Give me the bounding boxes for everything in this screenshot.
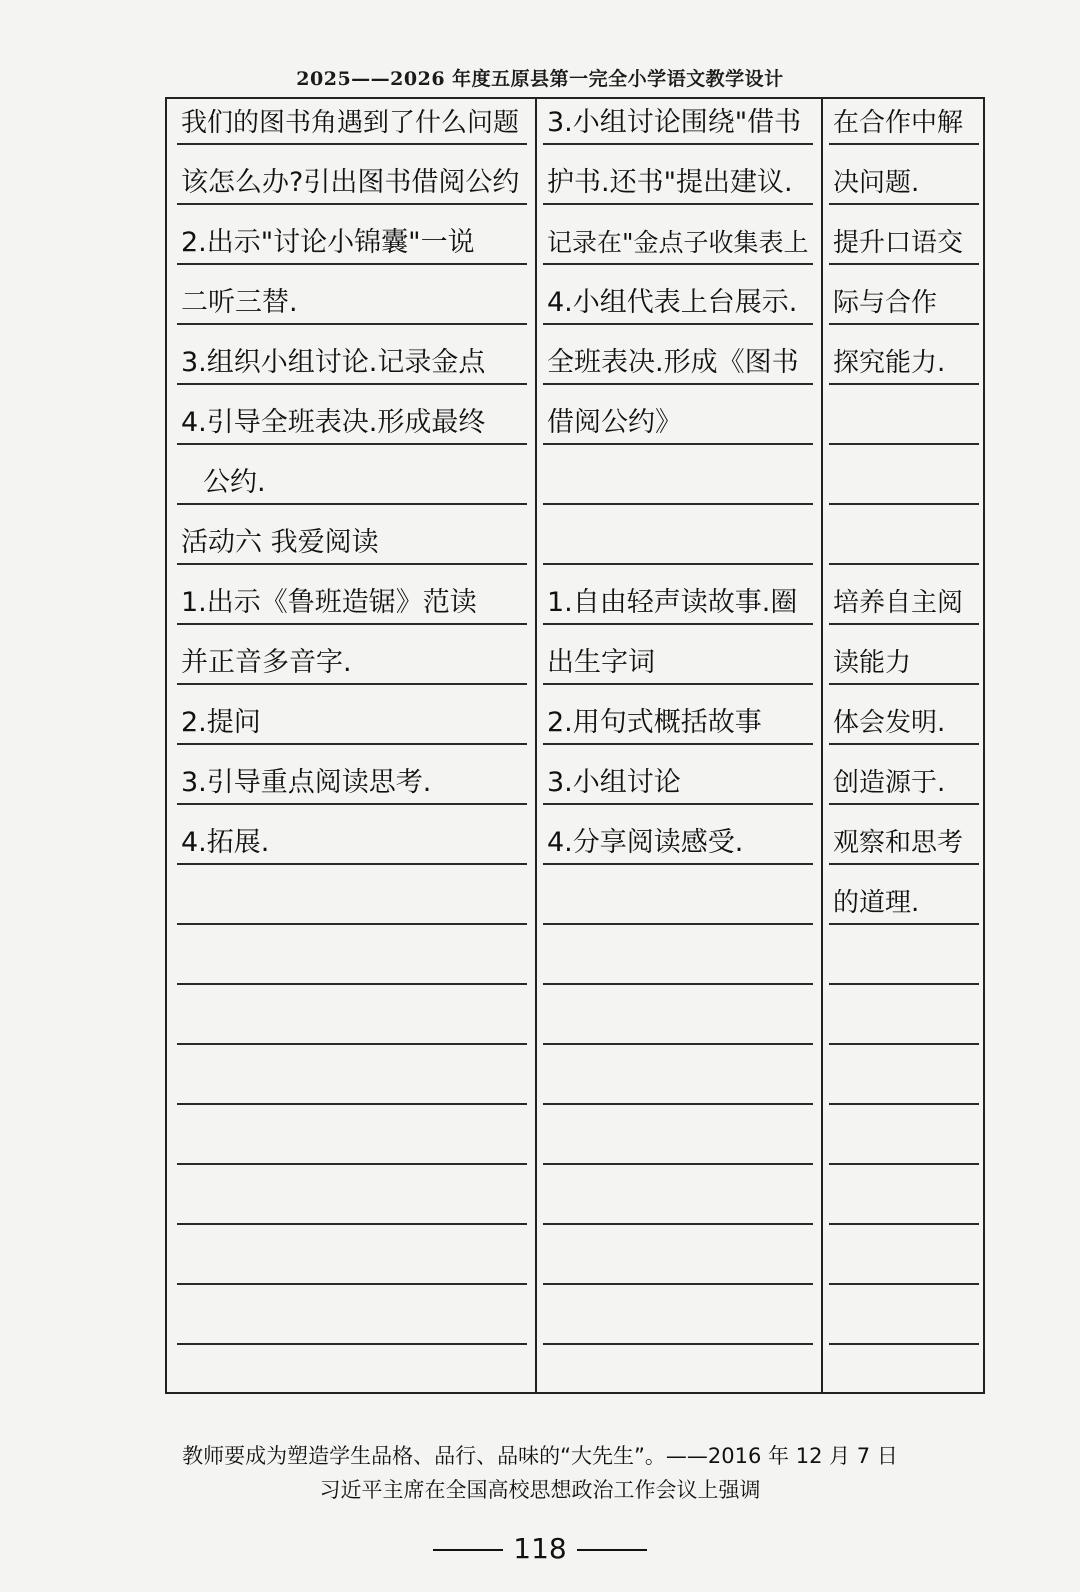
ruled-line [177,623,527,625]
ruled-line [829,983,979,985]
ruled-line [829,863,979,865]
ruled-line [543,683,813,685]
ruled-line [829,803,979,805]
ruled-line [829,1043,979,1045]
col1-handwritten-line: 2.出示"讨论小锦囊"一说 [181,227,475,258]
ruled-line [829,503,979,505]
page-number-text: 118 [513,1532,567,1565]
ruled-line [829,383,979,385]
ruled-line [543,983,813,985]
ruled-line [829,1223,979,1225]
footer-quote-source: 习近平主席在全国高校思想政治工作会议上强调 [319,1478,761,1502]
ruled-line [543,803,813,805]
col3-handwritten-line: 在合作中解 [833,108,964,138]
ruled-line [543,1223,813,1225]
ruled-line [177,1043,527,1045]
ruled-line [177,143,527,145]
footer-quote: 教师要成为塑造学生品格、品行、品味的“大先生”。——2016 年 12 月 7 日 [182,1444,898,1468]
ruled-line [177,983,527,985]
ruled-line [177,1283,527,1285]
ruled-line [177,443,527,445]
col1-handwritten-line: 该怎么办?引出图书借阅公约 [181,167,520,198]
col1-handwritten-line: 1.出示《鲁班造锯》范读 [181,587,477,618]
ruled-line [829,203,979,205]
col2-handwritten-line: 2.用句式概括故事 [547,707,762,738]
col3-handwritten-line: 创造源于. [833,768,946,798]
ruled-line [543,923,813,925]
col1-handwritten-line: 4.拓展. [181,827,270,858]
ruled-line [177,803,527,805]
ruled-line [543,743,813,745]
col3-handwritten-line: 探究能力. [833,348,946,378]
ruled-line [829,923,979,925]
col1-handwritten-line: 二听三替. [181,287,298,318]
ruled-line [543,203,813,205]
ruled-line [177,683,527,685]
ruled-line [543,563,813,565]
col3-handwritten-line: 体会发明. [833,708,946,738]
ruled-line [177,503,527,505]
ruled-line [543,383,813,385]
col3-handwritten-line: 培养自主阅 [833,588,964,618]
col1-handwritten-line: 3.组织小组讨论.记录金点 [181,347,486,378]
col2-handwritten-line: 4.分享阅读感受. [547,827,744,858]
col1-handwritten-line: 3.引导重点阅读思考. [181,767,432,798]
ruled-line [543,863,813,865]
col2-handwritten-line: 3.小组讨论围绕"借书 [547,107,802,138]
col2-handwritten-line: 记录在"金点子收集表上 [547,228,809,257]
page-number [0,1532,1080,1565]
col2-handwritten-line: 1.自由轻声读故事.圈 [547,587,798,618]
col3-handwritten-line: 读能力 [833,648,912,678]
col2-handwritten-line: 全班表决.形成《图书 [547,347,799,378]
ruled-line [543,143,813,145]
ruled-line [543,263,813,265]
col3-handwritten-line: 观察和思考 [833,828,964,858]
ruled-line [829,1343,979,1345]
ruled-line [543,1103,813,1105]
column-divider-1 [535,99,537,1392]
ruled-line [829,563,979,565]
ruled-line [829,443,979,445]
col3-handwritten-line: 的道理. [833,888,920,918]
lesson-table [165,97,985,1394]
ruled-line [829,1103,979,1105]
ruled-line [829,1283,979,1285]
col3-handwritten-line: 决问题. [833,168,920,198]
ruled-line [177,323,527,325]
column-divider-2 [821,99,823,1392]
col1-handwritten-line: 活动六 我爱阅读 [181,527,379,558]
ruled-line [177,1103,527,1105]
col1-handwritten-line: 公约. [203,467,266,498]
ruled-line [543,1163,813,1165]
col3-handwritten-line: 提升口语交 [833,228,964,258]
col1-handwritten-line: 2.提问 [181,707,261,738]
ruled-line [177,203,527,205]
ruled-line [829,683,979,685]
ruled-line [177,1163,527,1165]
ruled-line [829,323,979,325]
ruled-line [543,323,813,325]
ruled-line [829,1163,979,1165]
col2-handwritten-line: 借阅公约》 [547,407,682,438]
ruled-line [829,263,979,265]
col1-handwritten-line: 4.引导全班表决.形成最终 [181,407,486,438]
ruled-line [829,743,979,745]
ruled-line [177,743,527,745]
ruled-line [177,1343,527,1345]
ruled-line [177,563,527,565]
ruled-line [543,503,813,505]
ruled-line [177,863,527,865]
col2-handwritten-line: 出生字词 [547,647,655,678]
ruled-line [543,443,813,445]
page-header: 2025——2026 年度五原县第一完全小学语文教学设计 [296,68,784,90]
ruled-line [177,1223,527,1225]
ruled-line [543,1043,813,1045]
ruled-line [829,143,979,145]
col3-handwritten-line: 际与合作 [833,288,938,318]
ruled-line [177,263,527,265]
col2-handwritten-line: 护书.还书"提出建议. [547,167,793,198]
col1-handwritten-line: 并正音多音字. [181,647,352,678]
ruled-line [543,623,813,625]
ruled-line [543,1283,813,1285]
ruled-line [177,383,527,385]
ruled-line [829,623,979,625]
page-number-dash-right [577,1549,647,1551]
col2-handwritten-line: 4.小组代表上台展示. [547,287,798,318]
page-number-dash-left [433,1549,503,1551]
col1-handwritten-line: 我们的图书角遇到了什么问题 [181,108,520,138]
ruled-line [543,1343,813,1345]
ruled-line [177,923,527,925]
col2-handwritten-line: 3.小组讨论 [547,767,681,798]
